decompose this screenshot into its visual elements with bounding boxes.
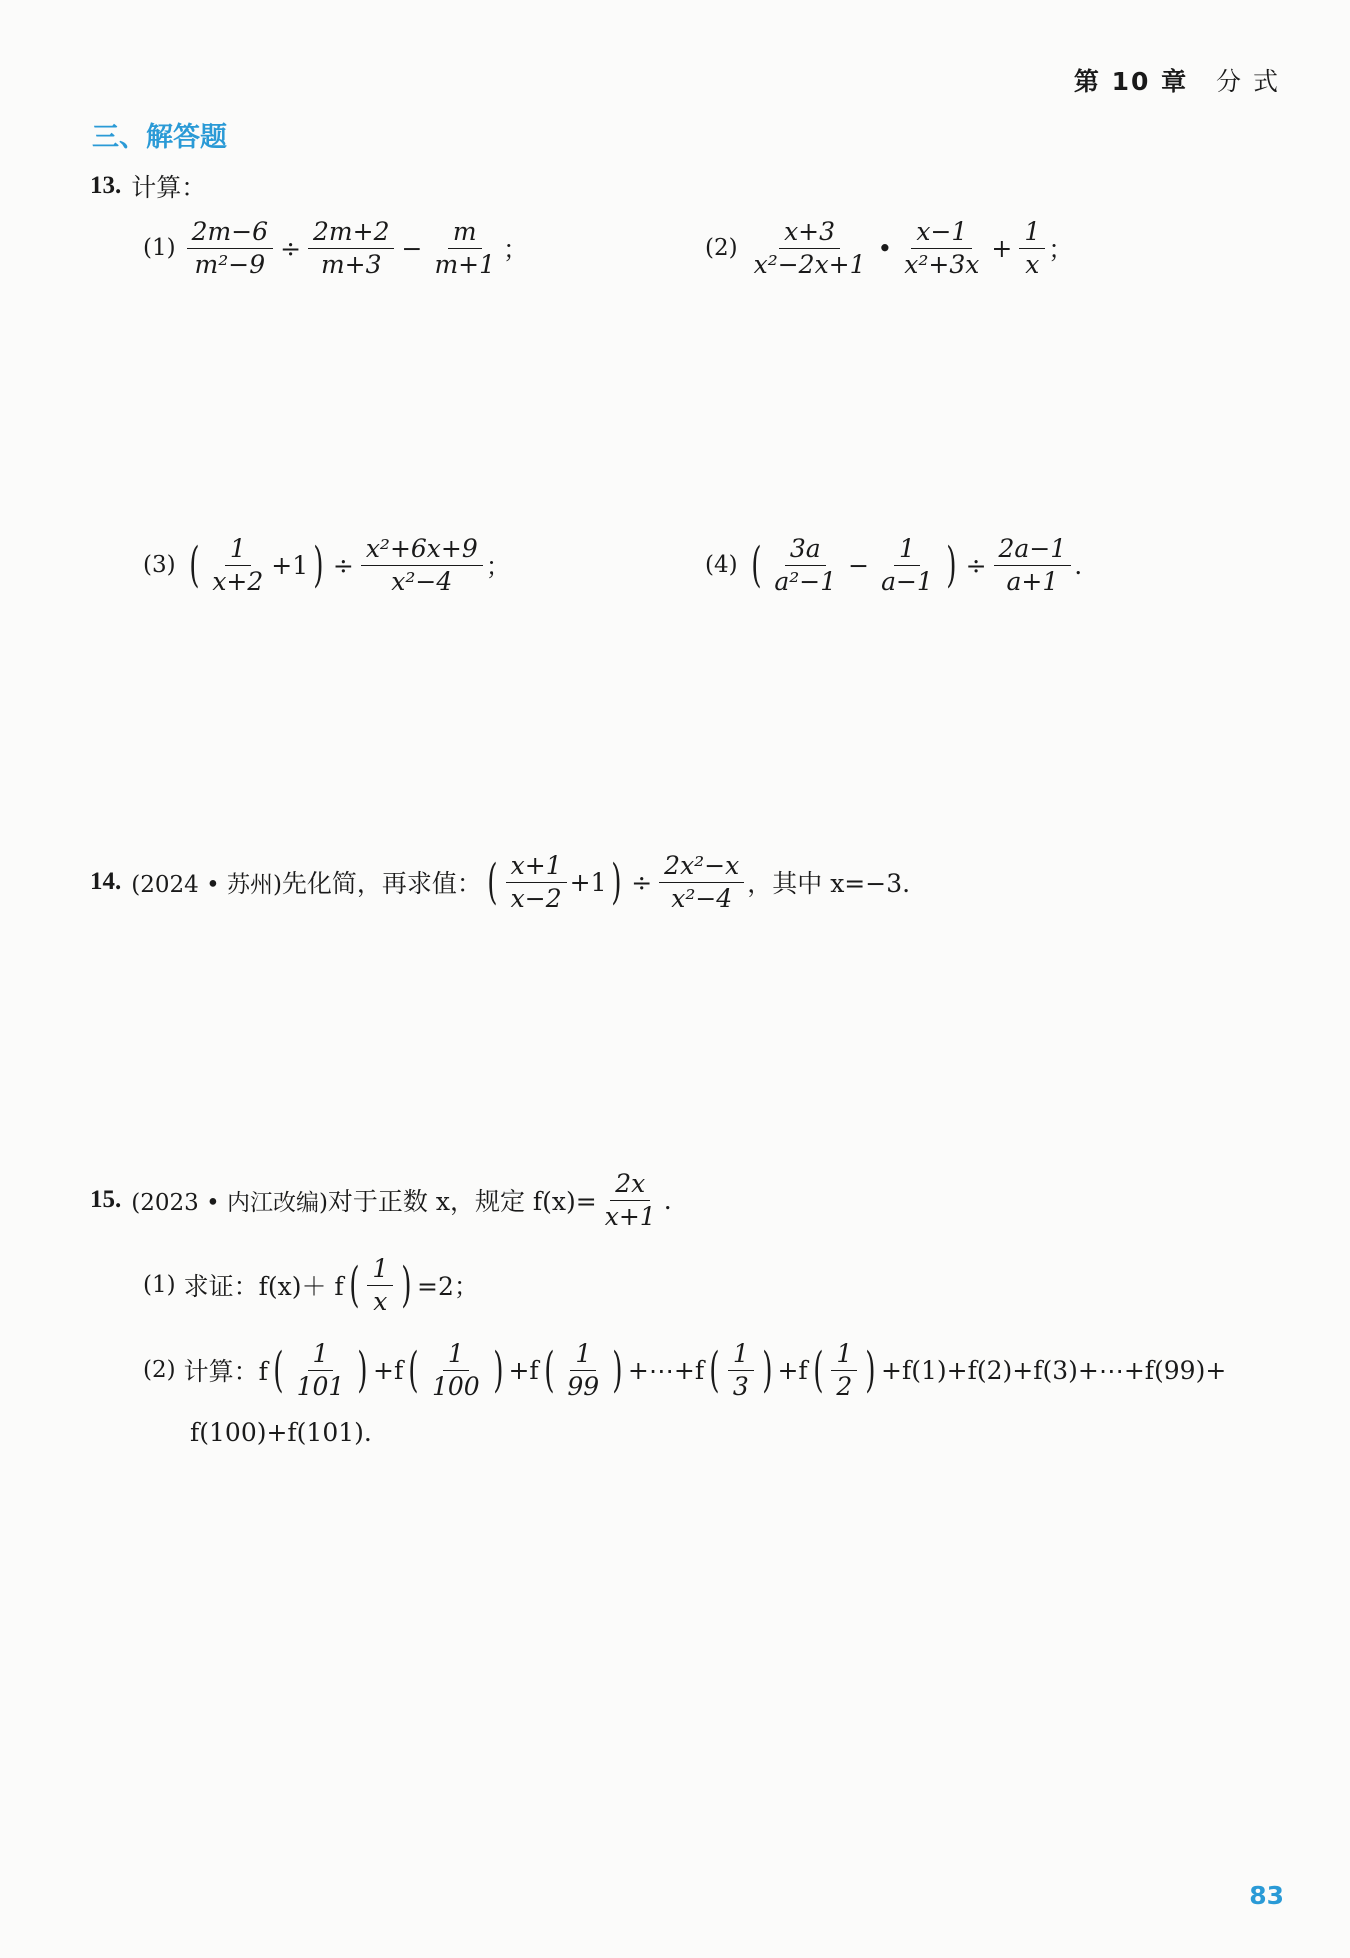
fraction [562,1340,604,1400]
part-label: (2) [705,235,738,261]
part-line2: f(100)+f(101). [190,1418,372,1447]
part-tail: +f(1)+f(2)+f(3)+⋯+f(99)+ [881,1355,1227,1385]
left-paren: ( [273,1342,284,1398]
q15-part2 [143,1340,1226,1400]
denominator: m+3 [320,249,382,279]
denominator: 99 [567,1371,600,1401]
q15-source: (2023 • 内江改编) [131,1189,328,1216]
q13-part2 [705,218,1073,278]
denominator: x²+3x [904,249,980,279]
right-paren: ) [946,537,957,593]
right-paren: ) [865,1342,876,1398]
q14-source: (2024 • 苏州) [131,871,282,898]
fraction [769,535,841,595]
plus-f: +f [373,1355,404,1385]
numerator: x+3 [779,218,840,249]
fraction [187,218,273,278]
right-paren: ) [761,1342,773,1398]
denominator: x²−4 [391,566,453,596]
numerator: x+1 [506,852,567,883]
punctuation: ； [485,552,511,581]
q15-text: 对于正数 x，规定 f(x)= [327,1187,597,1216]
left-paren: ( [750,537,762,593]
numerator: 1 [1019,218,1045,249]
denominator: x+2 [212,566,264,596]
numerator: 1 [570,1340,596,1371]
denominator: x [373,1286,388,1316]
q14 [90,852,910,912]
numerator: 1 [367,1255,393,1286]
denominator: x+1 [604,1201,656,1231]
operator: ÷ [965,550,987,580]
denominator: m+1 [434,249,495,279]
q15-number: 15. [90,1186,122,1213]
left-paren: ( [188,537,200,593]
fraction [749,218,871,278]
punctuation: . [663,1185,672,1215]
operator: ÷ [332,550,354,580]
numerator: 2a−1 [994,535,1072,566]
part-text: 计算：f [183,1357,268,1386]
fraction [506,852,567,912]
denominator: 101 [296,1371,345,1401]
part-label: (1) [143,235,176,261]
q15-part2-line2 [190,1418,372,1447]
numerator: 1 [894,535,920,566]
operator: − [401,233,423,263]
q13-part3 [143,535,511,595]
numerator: 2m+2 [308,218,394,249]
left-paren: ( [487,854,498,910]
part-label: (1) [143,1272,176,1298]
right-paren: ) [492,1342,504,1398]
denominator: x [1025,249,1040,279]
part-label: (2) [143,1357,176,1383]
numerator: m [448,218,482,249]
fraction [367,1255,393,1315]
numerator: 1 [831,1340,857,1371]
numerator: x²+6x+9 [361,535,483,566]
right-paren: ) [313,537,324,593]
denominator: 3 [732,1371,749,1401]
left-paren: ( [543,1342,555,1398]
fraction [876,535,938,595]
q13-heading [90,168,206,204]
fraction [659,852,744,912]
q15-part1 [143,1255,479,1315]
numerator: 1 [443,1340,469,1371]
left-paren: ( [348,1257,360,1313]
fraction [600,1170,661,1230]
part-text: 求证：f(x)＋ f [183,1272,344,1301]
operator: − [848,550,870,580]
part-label: (3) [143,552,176,578]
denominator: a+1 [1006,566,1059,596]
fraction [1019,218,1045,278]
q13-title: 计算： [131,173,207,202]
denominator: 2 [836,1371,853,1401]
q13-number: 13. [90,172,122,199]
numerator: 1 [728,1340,754,1371]
ellipsis-term: +⋯+f [627,1355,705,1385]
section-title: 三、解答题 [92,122,227,153]
denominator: a−1 [881,566,933,596]
operator: ÷ [631,867,653,897]
operator: + [991,233,1013,263]
fraction [427,1340,485,1400]
part-label: (4) [705,552,738,578]
fraction [308,218,394,278]
numerator: 2x [610,1170,650,1201]
fraction [831,1340,857,1400]
chapter-header [1074,62,1280,98]
term: +1 [271,550,309,580]
chapter-title: 分 式 [1216,67,1280,96]
plus-f: +f [508,1355,539,1385]
punctuation: ； [503,235,529,264]
q13-part4 [705,535,1082,595]
operator: ÷ [280,233,302,263]
fraction [728,1340,754,1400]
fraction [429,218,500,278]
numerator: 2m−6 [187,218,273,249]
fraction [207,535,268,595]
right-paren: ) [357,1342,368,1398]
fraction [292,1340,350,1400]
numerator: 1 [308,1340,334,1371]
punctuation: . [1074,550,1083,580]
fraction [994,535,1072,595]
plus-f: +f [777,1355,808,1385]
numerator: 3a [785,535,826,566]
q15 [90,1170,672,1230]
page-number: 83 [1249,1881,1284,1910]
denominator: m²−9 [194,249,266,279]
fraction [361,535,483,595]
left-paren: ( [812,1342,824,1398]
chapter-number: 第 10 章 [1073,67,1189,96]
left-paren: ( [408,1342,419,1398]
denominator: a²−1 [774,566,837,596]
punctuation: ； [1048,235,1074,264]
right-paren: ) [612,1342,623,1398]
denominator: 100 [431,1371,480,1401]
q14-tail: ，其中 x=−3. [747,869,911,898]
denominator: x−2 [510,883,562,913]
q13-part1 [143,218,528,278]
fraction [899,218,984,278]
part-tail: =2； [417,1272,479,1301]
denominator: x²−2x+1 [753,249,866,279]
operator: • [877,233,893,263]
denominator: x²−4 [671,883,733,913]
numerator: 1 [225,535,251,566]
numerator: 2x²−x [659,852,744,883]
left-paren: ( [709,1342,720,1398]
right-paren: ) [401,1257,412,1313]
right-paren: ) [611,854,623,910]
q14-text: 先化简，再求值： [281,869,482,898]
term: +1 [569,867,607,897]
q14-number: 14. [90,868,122,895]
numerator: x−1 [911,218,972,249]
